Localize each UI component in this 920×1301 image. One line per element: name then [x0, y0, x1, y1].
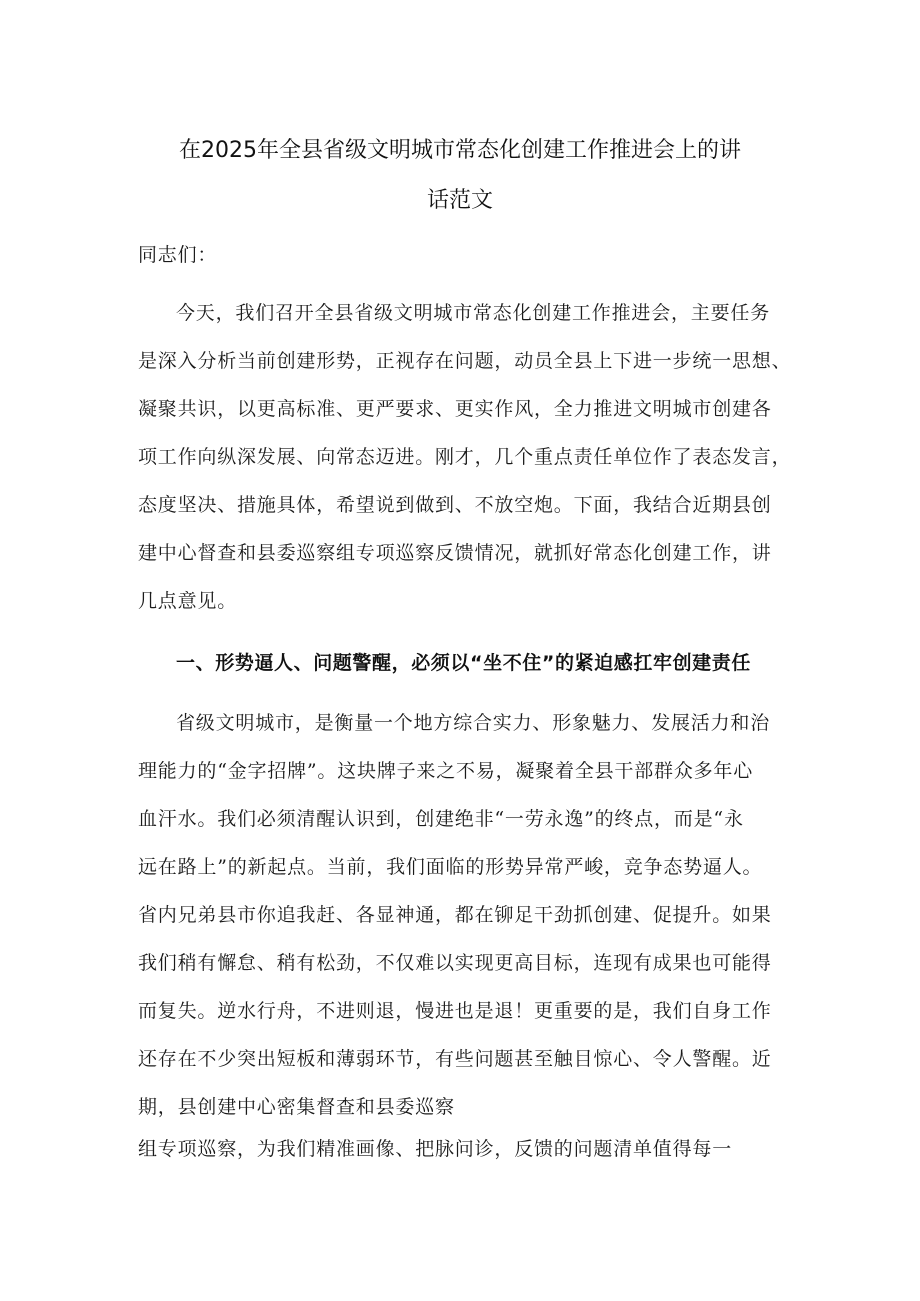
paragraph-2-line: 还存在不少突出短板和薄弱环节，有些问题甚至触目惊心、令人警醒。近	[138, 1048, 772, 1070]
paragraph-1-line: 是深入分析当前创建形势，正视存在问题，动员全县上下进一步统一思想、	[138, 350, 792, 372]
paragraph-2-line: 远在路上”的新起点。当前，我们面临的形势异常严峻，竞争态势逼人。	[138, 856, 763, 878]
paragraph-2-line: 我们稍有懈怠、稍有松劲，不仅难以实现更高目标，连现有成果也可能得	[138, 952, 772, 974]
document-title-line-2: 话范文	[426, 188, 493, 213]
paragraph-1-line: 几点意见。	[138, 590, 238, 612]
paragraph-1-line: 项工作向纵深发展、向常态迈进。刚才，几个重点责任单位作了表态发言，	[138, 446, 792, 468]
paragraph-1-line: 今天，我们召开全县省级文明城市常态化创建工作推进会，主要任务	[176, 302, 771, 324]
salutation: 同志们：	[138, 244, 218, 266]
paragraph-2-line: 组专项巡察，为我们精准画像、把脉问诊，反馈的问题清单值得每一	[138, 1138, 733, 1160]
paragraph-2-line: 期，县创建中心密集督查和县委巡察	[138, 1096, 455, 1118]
section-heading-1: 一、形势逼人、问题警醒，必须以“坐不住”的紧迫感扛牢创建责任	[176, 652, 751, 674]
paragraph-2-line: 省级文明城市，是衡量一个地方综合实力、形象魅力、发展活力和治	[176, 712, 771, 734]
paragraph-2-line: 而复失。逆水行舟，不进则退，慢进也是退！更重要的是，我们自身工作	[138, 1000, 772, 1022]
paragraph-2-line: 理能力的“金字招牌”。这块牌子来之不易，凝聚着全县干部群众多年心	[138, 760, 754, 782]
paragraph-2-line: 省内兄弟县市你追我赶、各显神通，都在铆足干劲抓创建、促提升。如果	[138, 904, 772, 926]
paragraph-1-line: 凝聚共识，以更高标准、更严要求、更实作风，全力推进文明城市创建各	[138, 398, 772, 420]
paragraph-2-line: 血汗水。我们必须清醒认识到，创建绝非“一劳永逸”的终点，而是“永	[138, 808, 744, 830]
document-title-line-1: 在2025年全县省级文明城市常态化创建工作推进会上的讲	[179, 138, 741, 163]
paragraph-1-line: 态度坚决、措施具体，希望说到做到、不放空炮。下面，我结合近期县创	[138, 494, 772, 516]
paragraph-1-line: 建中心督查和县委巡察组专项巡察反馈情况，就抓好常态化创建工作，讲	[138, 542, 772, 564]
